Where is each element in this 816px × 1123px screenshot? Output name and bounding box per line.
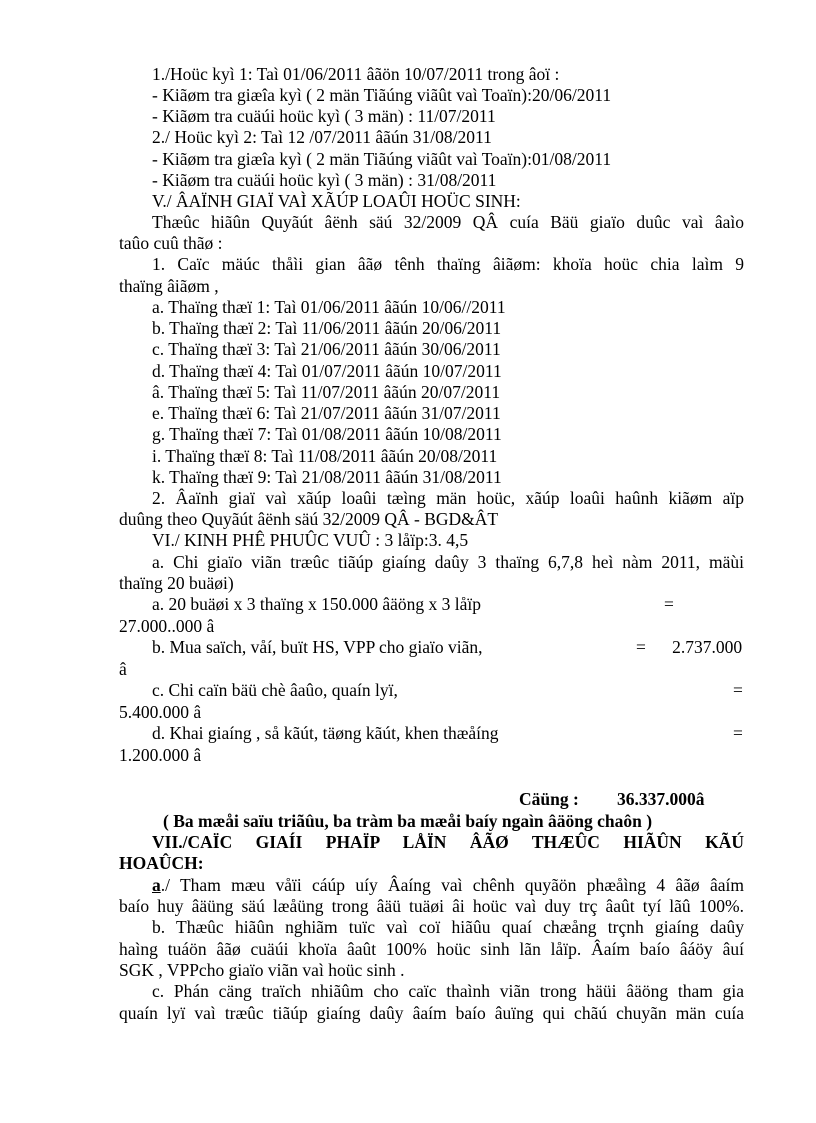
list-item: k. Thaïng thæï 9: Taì 21/08/2011 âãún 31/08/2011 — [152, 467, 502, 487]
list-item: d. Thaïng thæï 4: Taì 01/07/2011 âãún 10/07/2011 — [152, 361, 502, 381]
list-item: c. Thaïng thæï 3: Taì 21/06/2011 âãún 30/06/2011 — [152, 339, 501, 359]
list-item: i. Thaïng thæï 8: Taì 11/08/2011 âãún 20/08/2011 — [152, 446, 498, 466]
list-item: g. Thaïng thæï 7: Taì 01/08/2011 âãún 10/08/2011 — [152, 424, 502, 444]
text-line: 1./Hoüc kyì 1: Taì 01/06/2011 âãön 10/07/2011 trong âoï : — [152, 64, 560, 84]
equals-sign: = — [733, 680, 743, 700]
text-line: 2. Âaïnh giaï vaì xãúp loaûi tæìng män hoüc, xãúp loaûi haûnh kiãøm aïp — [152, 488, 744, 508]
text-line: baío huy âäüng säú læåüng trong âäü tuäøi âi hoüc vaì duy trç âaût tyí lãû 100%. — [119, 896, 744, 916]
text-line-body: ./ Tham mæu våïi cáúp uíy Âaíng vaì chênh quyãön phæåìng 4 âãø âaím — [160, 875, 744, 895]
section-heading: HOAÛCH: — [119, 853, 204, 873]
section-heading: VII./CAÏC GIAÍI PHAÏP LÅÏN ÂÃØ THÆÛC HIÃÛN KÃÚ — [152, 832, 744, 852]
expense-amount: â — [119, 659, 127, 679]
text-line: c. Phán cäng traïch nhiãûm cho caïc thaình viãn trong häüi âäöng tham gia — [152, 981, 744, 1001]
expense-amount: 5.400.000 â — [119, 702, 202, 722]
total-in-words: ( Ba mæåi saïu triãûu, ba tràm ba mæåi baíy ngaìn âäöng chaôn ) — [163, 811, 653, 831]
list-item: a. Thaïng thæï 1: Taì 01/06/2011 âãún 10/06//2011 — [152, 297, 506, 317]
text-line: Thæûc hiãûn Quyãút âënh säú 32/2009 QÂ cuía Bäü giaïo duûc vaì âaìo — [152, 212, 744, 232]
text-line: thaïng âiãøm , — [119, 276, 219, 296]
total-label: Cäüng : — [519, 789, 579, 809]
expense-amount: = 2.737.000 — [636, 637, 743, 657]
text-line: taûo cuû thãø : — [119, 233, 223, 253]
text-line: 2./ Hoüc kyì 2: Taì 12 /07/2011 âãún 31/08/2011 — [152, 127, 492, 147]
list-item: e. Thaïng thæï 6: Taì 21/07/2011 âãún 31/07/2011 — [152, 403, 501, 423]
text-line: haìng tuáön âãø cuäúi khoïa âaût 100% hoüc sinh lãn låïp. Âaím baío âáöy âuí — [119, 939, 744, 959]
item-letter: a — [152, 875, 161, 895]
expense-item: d. Khai giaíng , så kãút, täøng kãút, khen thæåíng — [152, 723, 499, 743]
text-line: - Kiãøm tra cuäúi hoüc kyì ( 3 män) : 11/07/2011 — [152, 106, 496, 126]
expense-amount: 1.200.000 â — [119, 745, 202, 765]
equals-sign: = — [733, 723, 743, 743]
expense-item: a. 20 buäøi x 3 thaïng x 150.000 âäöng x 3 låïp — [152, 594, 482, 614]
text-line: duûng theo Quyãút âënh säú 32/2009 QÂ - BGD&ÂT — [119, 509, 499, 529]
text-line: - Kiãøm tra cuäúi hoüc kyì ( 3 män) : 31/08/2011 — [152, 170, 497, 190]
expense-item: c. Chi caïn bäü chè âaûo, quaín lyï, — [152, 680, 398, 700]
text-line — [152, 875, 744, 896]
text-line: SGK , VPPcho giaïo viãn vaì hoüc sinh . — [119, 960, 405, 980]
text-line: - Kiãøm tra giæîa kyì ( 2 män Tiãúng viãût vaì Toaïn):20/06/2011 — [152, 85, 612, 105]
total-amount: 36.337.000â — [617, 789, 705, 809]
text-line: thaïng 20 buäøi) — [119, 573, 234, 593]
text-line: a. Chi giaïo viãn træûc tiãúp giaíng daûy 3 thaïng 6,7,8 heì nàm 2011, mäùi — [152, 552, 744, 572]
expense-amount: 27.000..000 â — [119, 616, 215, 636]
expense-item: b. Mua saïch, våí, buït HS, VPP cho giaïo viãn, — [152, 637, 483, 657]
text-line: quaín lyï vaì træûc tiãúp giaíng daûy âaím baío âuïng qui chãú chuyãn män cuía — [119, 1003, 744, 1023]
list-item: â. Thaïng thæï 5: Taì 11/07/2011 âãún 20/07/2011 — [152, 382, 501, 402]
text-line: - Kiãøm tra giæîa kyì ( 2 män Tiãúng viãût vaì Toaïn):01/08/2011 — [152, 149, 612, 169]
list-item: b. Thaïng thæï 2: Taì 11/06/2011 âãún 20/06/2011 — [152, 318, 502, 338]
section-heading: VI./ KINH PHÊ PHUÛC VUÛ : 3 låïp:3. 4,5 — [152, 530, 469, 550]
text-line: 1. Caïc mäúc thåìi gian âãø tênh thaïng âiãøm: khoïa hoüc chia laìm 9 — [152, 254, 744, 274]
text-line: b. Thæûc hiãûn nghiãm tuïc vaì coï hiãûu quaí chæång trçnh giaíng daûy — [152, 917, 744, 937]
equals-sign: = — [664, 594, 674, 614]
section-heading: V./ ÂAÏNH GIAÏ VAÌ XÃÚP LOAÛI HOÜC SINH: — [152, 191, 521, 211]
